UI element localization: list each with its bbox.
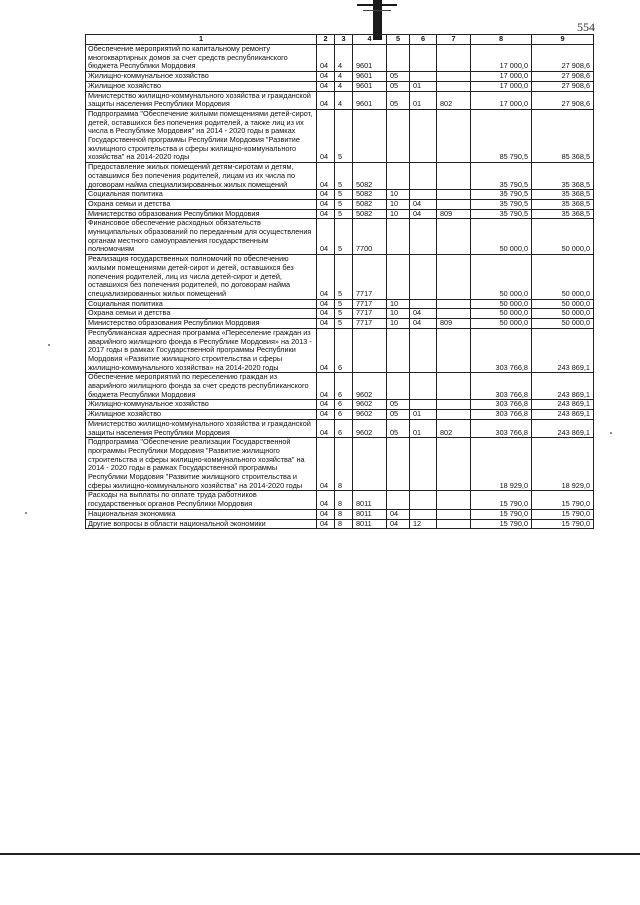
amount-cell: 85 368,5 [532,109,594,162]
row-name-cell: Подпрограмма "Обеспечение жилыми помещениями детей-сирот, детей, оставшихся без попечения родителей, а также лиц из их числа в Республике Мордовия" на 2014 - 2020 годы в рамках Государственной программы Республики Мордовия "Развитие жилищного строительства и сферы жилищно-коммунального хозяйства" на 2014-2020 годы [86,109,317,162]
code-cell: 04 [410,319,437,329]
code-cell [437,509,471,519]
table-row [86,319,594,329]
code-cell: 7717 [353,299,387,309]
code-cell: 7717 [353,309,387,319]
code-cell: 04 [317,109,335,162]
code-cell: 04 [317,328,335,373]
code-cell [437,81,471,91]
row-name-cell: Реализация государственных полномочий по обеспечению жилыми помещениями детей-сирот и детей, оставшихся без попечения родителей, лиц из числа детей-сирот и детей, оставшихся без попечения родителей, по договорам найма специализированных жилых помещений [86,255,317,300]
amount-cell: 50 000,0 [532,219,594,255]
code-cell: 05 [387,72,410,82]
table-row [86,328,594,373]
code-cell: 6 [335,410,353,420]
table-row [86,438,594,491]
code-cell [437,163,471,190]
code-cell: 7717 [353,255,387,300]
amount-cell: 50 000,0 [471,299,532,309]
code-cell: 04 [317,400,335,410]
code-cell: 5 [335,209,353,219]
code-cell [410,509,437,519]
amount-cell: 50 000,0 [532,299,594,309]
code-cell: 05 [387,91,410,109]
amount-cell: 303 766,8 [471,328,532,373]
code-cell: 12 [410,519,437,529]
code-cell [437,109,471,162]
code-cell: 5 [335,309,353,319]
amount-cell: 17 000,0 [471,45,532,72]
column-number: 2 [317,35,335,45]
code-cell: 5 [335,109,353,162]
table-row [86,410,594,420]
code-cell [410,163,437,190]
amount-cell: 35 368,5 [532,209,594,219]
code-cell: 04 [317,309,335,319]
column-number: 8 [471,35,532,45]
code-cell: 04 [317,410,335,420]
table-row [86,190,594,200]
code-cell: 5 [335,163,353,190]
amount-cell: 50 000,0 [471,309,532,319]
amount-cell: 35 790,5 [471,190,532,200]
amount-cell: 27 908,6 [532,45,594,72]
table-row [86,491,594,509]
code-cell: 05 [387,400,410,410]
code-cell: 5 [335,255,353,300]
code-cell: 8011 [353,509,387,519]
code-cell [437,491,471,509]
code-cell [410,438,437,491]
code-cell [410,109,437,162]
code-cell: 04 [387,519,410,529]
code-cell: 04 [317,519,335,529]
code-cell: 8011 [353,519,387,529]
amount-cell: 50 000,0 [471,255,532,300]
column-number: 3 [335,35,353,45]
table-row [86,255,594,300]
code-cell: 5 [335,199,353,209]
code-cell [410,190,437,200]
page-number: 554 [577,20,595,34]
code-cell: 4 [335,81,353,91]
row-name-cell: Республиканская адресная программа «Переселение граждан из аварийного жилищного фонда в Республике Мордовия» на 2013 - 2017 годы в рамках Государственной программы Республики Мордовия «Развитие жилищного строительства и сферы жилищно-коммунального хозяйства» на 2014-2020 годы [86,328,317,373]
amount-cell: 35 368,5 [532,163,594,190]
table-row [86,72,594,82]
code-cell: 10 [387,299,410,309]
code-cell: 5082 [353,199,387,209]
code-cell: 5 [335,219,353,255]
code-cell [437,219,471,255]
code-cell: 04 [317,190,335,200]
row-name-cell: Обеспечение мероприятий по капитальному ремонту многоквартирных домов за счет средств республиканского бюджета Республики Мордовия [86,45,317,72]
table-row [86,219,594,255]
code-cell [387,45,410,72]
code-cell: 05 [387,419,410,437]
code-cell [387,328,410,373]
code-cell: 7700 [353,219,387,255]
amount-cell: 50 000,0 [471,319,532,329]
amount-cell: 17 000,0 [471,72,532,82]
row-name-cell: Подпрограмма "Обеспечение реализации Государственной программы Республики Мордовия "Развитие жилищного строительства и сферы жилищно-коммунального хозяйства" на 2014 - 2020 годы в рамках Государственной программы Республики Мордовия "Развитие жилищного строительства и сферы жилищно-коммунального хозяйства" на 2014-2020 годы [86,438,317,491]
amount-cell: 50 000,0 [471,219,532,255]
code-cell: 9602 [353,410,387,420]
code-cell: 802 [437,419,471,437]
code-cell: 8 [335,519,353,529]
code-cell: 10 [387,190,410,200]
code-cell: 5 [335,319,353,329]
code-cell: 04 [317,299,335,309]
code-cell: 04 [317,219,335,255]
amount-cell: 15 790,0 [471,519,532,529]
column-number: 6 [410,35,437,45]
amount-cell: 303 766,8 [471,400,532,410]
code-cell: 8 [335,438,353,491]
code-cell: 809 [437,319,471,329]
code-cell [353,438,387,491]
table-row [86,163,594,190]
row-name-cell: Социальная политика [86,190,317,200]
code-cell: 5 [335,299,353,309]
code-cell: 8 [335,509,353,519]
code-cell [410,400,437,410]
amount-cell: 17 000,0 [471,81,532,91]
row-name-cell: Жилищно-коммунальное хозяйство [86,400,317,410]
code-cell: 10 [387,309,410,319]
table-row [86,519,594,529]
code-cell: 6 [335,400,353,410]
table-row [86,299,594,309]
amount-cell: 27 908,6 [532,91,594,109]
code-cell: 6 [335,419,353,437]
code-cell: 04 [317,163,335,190]
code-cell [437,410,471,420]
code-cell: 04 [317,81,335,91]
code-cell: 5082 [353,163,387,190]
code-cell [437,373,471,400]
code-cell: 6 [335,373,353,400]
code-cell: 04 [317,373,335,400]
code-cell: 05 [387,81,410,91]
code-cell: 10 [387,199,410,209]
code-cell: 809 [437,209,471,219]
table-row [86,209,594,219]
code-cell [437,519,471,529]
code-cell: 04 [387,509,410,519]
amount-cell: 243 869,1 [532,328,594,373]
amount-cell: 243 869,1 [532,410,594,420]
amount-cell: 35 790,5 [471,209,532,219]
code-cell: 04 [317,199,335,209]
code-cell: 9601 [353,45,387,72]
column-number-row [86,35,594,45]
code-cell: 04 [317,319,335,329]
code-cell: 4 [335,72,353,82]
amount-cell: 243 869,1 [532,419,594,437]
amount-cell: 18 929,0 [532,438,594,491]
code-cell [437,438,471,491]
code-cell: 05 [387,410,410,420]
column-number: 4 [353,35,387,45]
code-cell: 01 [410,81,437,91]
row-name-cell: Жилищно-коммунальное хозяйство [86,72,317,82]
code-cell [353,109,387,162]
code-cell [410,45,437,72]
code-cell: 04 [317,72,335,82]
code-cell [410,373,437,400]
row-name-cell: Министерство жилищно-коммунального хозяйства и гражданской защиты населения Республики Мордовия [86,419,317,437]
code-cell: 04 [317,209,335,219]
code-cell [410,255,437,300]
code-cell [410,328,437,373]
scan-speck [48,344,50,346]
code-cell: 04 [317,255,335,300]
amount-cell: 50 000,0 [532,319,594,329]
amount-cell: 50 000,0 [532,255,594,300]
code-cell: 4 [335,45,353,72]
row-name-cell: Жилищное хозяйство [86,81,317,91]
code-cell [410,491,437,509]
scan-speck [25,512,27,514]
code-cell [410,72,437,82]
code-cell: 9602 [353,419,387,437]
code-cell: 4 [335,91,353,109]
budget-table [85,34,594,529]
code-cell: 9601 [353,72,387,82]
table-row [86,199,594,209]
code-cell: 6 [335,328,353,373]
row-name-cell: Национальная экономика [86,509,317,519]
code-cell [437,309,471,319]
row-name-cell: Расходы на выплаты по оплате труда работников государственных органов Республики Мордовия [86,491,317,509]
column-number: 7 [437,35,471,45]
amount-cell: 27 908,6 [532,72,594,82]
code-cell [437,400,471,410]
code-cell: 04 [317,509,335,519]
table-row [86,45,594,72]
column-number: 5 [387,35,410,45]
amount-cell: 15 790,0 [532,509,594,519]
code-cell [387,373,410,400]
amount-cell: 35 790,5 [471,163,532,190]
table-row [86,509,594,519]
code-cell: 802 [437,91,471,109]
table-row [86,81,594,91]
code-cell: 04 [317,419,335,437]
code-cell: 04 [410,209,437,219]
amount-cell: 50 000,0 [532,309,594,319]
code-cell [437,190,471,200]
code-cell: 01 [410,419,437,437]
row-name-cell: Министерство образования Республики Мордовия [86,209,317,219]
row-name-cell: Обеспечение мероприятий по переселению граждан из аварийного жилищного фонда за счет средств республиканского бюджета Республики Мордовия [86,373,317,400]
code-cell [437,299,471,309]
amount-cell: 303 766,8 [471,373,532,400]
code-cell: 7717 [353,319,387,329]
code-cell: 10 [387,319,410,329]
amount-cell: 17 000,0 [471,91,532,109]
amount-cell: 303 766,8 [471,419,532,437]
row-name-cell: Министерство жилищно-коммунального хозяйства и гражданской защиты населения Республики Мордовия [86,91,317,109]
code-cell: 5 [335,190,353,200]
code-cell [387,255,410,300]
code-cell [387,219,410,255]
code-cell [437,328,471,373]
bottom-scan-rule [0,853,640,855]
amount-cell: 15 790,0 [471,509,532,519]
amount-cell: 27 908,6 [532,81,594,91]
budget-table-body [86,35,594,529]
code-cell: 9602 [353,400,387,410]
code-cell: 01 [410,410,437,420]
code-cell [353,328,387,373]
amount-cell: 35 790,5 [471,199,532,209]
code-cell: 04 [317,91,335,109]
code-cell: 9601 [353,81,387,91]
column-number: 9 [532,35,594,45]
row-name-cell: Министерство образования Республики Мордовия [86,319,317,329]
row-name-cell: Охрана семьи и детства [86,309,317,319]
code-cell: 10 [387,209,410,219]
code-cell [387,163,410,190]
code-cell [387,109,410,162]
amount-cell: 18 929,0 [471,438,532,491]
table-row [86,109,594,162]
amount-cell: 85 790,5 [471,109,532,162]
code-cell: 5082 [353,209,387,219]
code-cell: 8011 [353,491,387,509]
code-cell [437,45,471,72]
code-cell [437,255,471,300]
code-cell: 04 [317,45,335,72]
amount-cell: 243 869,1 [532,400,594,410]
scan-speck [610,432,612,434]
code-cell [437,72,471,82]
row-name-cell: Социальная политика [86,299,317,309]
code-cell: 04 [317,491,335,509]
code-cell: 5082 [353,190,387,200]
table-row [86,400,594,410]
table-row [86,373,594,400]
amount-cell: 35 368,5 [532,190,594,200]
code-cell: 04 [410,199,437,209]
code-cell: 8 [335,491,353,509]
row-name-cell: Другие вопросы в области национальной экономики [86,519,317,529]
code-cell [387,491,410,509]
amount-cell: 243 869,1 [532,373,594,400]
code-cell: 01 [410,91,437,109]
row-name-cell: Жилищное хозяйство [86,410,317,420]
table-row [86,91,594,109]
table-row [86,309,594,319]
column-number: 1 [86,35,317,45]
code-cell [410,219,437,255]
code-cell: 04 [410,309,437,319]
code-cell [437,199,471,209]
row-name-cell: Охрана семьи и детства [86,199,317,209]
code-cell [387,438,410,491]
table-row [86,419,594,437]
code-cell: 04 [317,438,335,491]
amount-cell: 15 790,0 [532,491,594,509]
row-name-cell: Предоставление жилых помещений детям-сиротам и детям, оставшимся без попечения родителей, лицам из их числа по договорам найма специализированных жилых помещений [86,163,317,190]
code-cell [410,299,437,309]
code-cell: 9601 [353,91,387,109]
amount-cell: 15 790,0 [471,491,532,509]
row-name-cell: Финансовое обеспечение расходных обязательств муниципальных образований по переданным для осуществления органам местного самоуправления государственным полномочиям [86,219,317,255]
amount-cell: 15 790,0 [532,519,594,529]
amount-cell: 303 766,8 [471,410,532,420]
amount-cell: 35 368,5 [532,199,594,209]
code-cell: 9602 [353,373,387,400]
